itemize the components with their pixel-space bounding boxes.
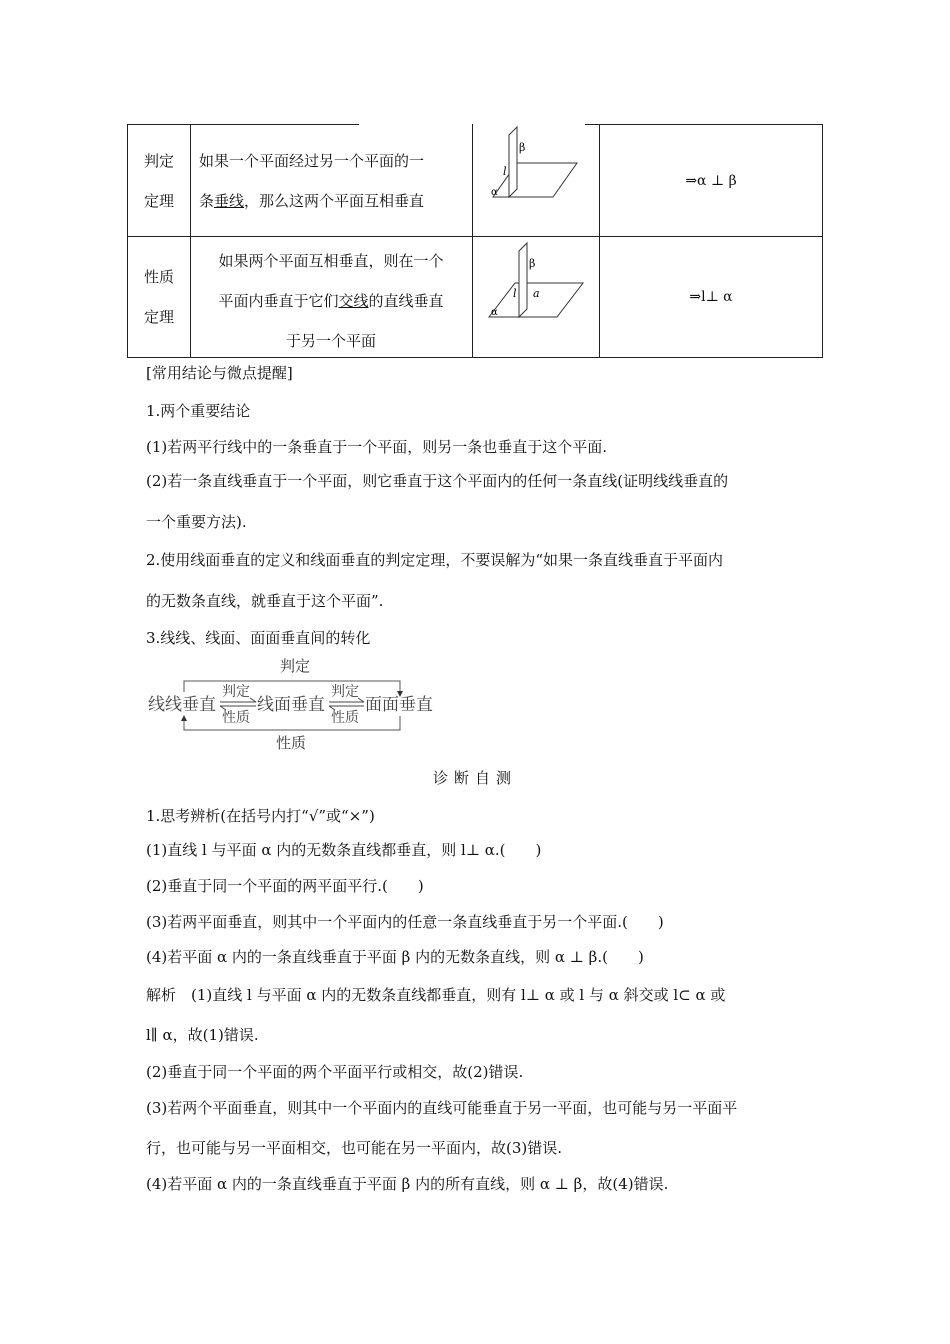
answer-line: 行，也可能与另一平面相交，也可能在另一平面内，故(3)错误. bbox=[146, 1139, 563, 1157]
beta-label: β bbox=[529, 257, 536, 270]
question-item: (4)若平面 α 内的一条直线垂直于平面 β 内的无数条直线，则 α ⊥ β.( ) bbox=[146, 948, 644, 966]
paragraph: 2.使用线面垂直的定义和线面垂直的判定定理，不要误解为“如果一条直线垂直于平面内 bbox=[146, 551, 723, 569]
arrow2-bottom-label: 性质 bbox=[331, 710, 359, 726]
question-item: (2)垂直于同一个平面的两平面平行.( ) bbox=[146, 877, 424, 895]
result-property: ⇒l⊥ α bbox=[689, 289, 733, 305]
paragraph: 3.线线、线面、面面垂直间的转化 bbox=[146, 629, 371, 647]
question-item: (1)直线 l 与平面 α 内的无数条直线都垂直，则 l⊥ α.( ) bbox=[146, 841, 542, 859]
l-label: l bbox=[503, 165, 507, 178]
node-plane-plane: 面面垂直 bbox=[365, 695, 433, 715]
alpha-label: α bbox=[491, 187, 498, 198]
content-line bbox=[199, 181, 469, 221]
arrow1-top-label: 判定 bbox=[222, 684, 250, 700]
paragraph: 一个重要方法). bbox=[146, 513, 247, 531]
arrow2-top-label: 判定 bbox=[331, 684, 359, 700]
bottom-label: 性质 bbox=[276, 734, 307, 752]
content-text: 条 bbox=[199, 192, 215, 210]
l-label: l bbox=[513, 287, 517, 300]
answer-line: (4)若平面 α 内的一条直线垂直于平面 β 内的所有直线，则 α ⊥ β，故(4)错误. bbox=[146, 1175, 669, 1193]
answer-line: (3)若两个平面垂直，则其中一个平面内的直线可能垂直于另一平面，也可能与另一平面平 bbox=[146, 1099, 738, 1117]
content-line: 于另一个平面 bbox=[285, 332, 376, 350]
row-label-line: 定理 bbox=[143, 308, 174, 326]
content-text: 平面内垂直于它们 bbox=[218, 292, 339, 310]
node-line-line: 线线垂直 bbox=[148, 695, 216, 715]
arrow1-bottom-label: 性质 bbox=[222, 710, 250, 726]
row-label-line: 判定 bbox=[143, 151, 174, 170]
top-label: 判定 bbox=[280, 657, 311, 675]
content-text: 的直线垂直 bbox=[368, 292, 444, 310]
section-title: 诊断自测 bbox=[432, 769, 517, 787]
figure-perpendicular-planes-property bbox=[473, 237, 599, 357]
row-label-property bbox=[128, 237, 190, 357]
underlined-term: 交线 bbox=[338, 292, 369, 310]
content-line bbox=[193, 281, 469, 321]
row-label-line: 定理 bbox=[143, 191, 174, 210]
alpha-label: α bbox=[491, 307, 498, 318]
perpendicularity-transformation-diagram bbox=[140, 652, 450, 756]
beta-label: β bbox=[519, 141, 526, 154]
paragraph: (1)若两平行线中的一条垂直于一个平面，则另一条也垂直于这个平面. bbox=[146, 438, 608, 456]
paragraph: (2)若一条直线垂直于一个平面，则它垂直于这个平面内的任何一条直线(证明线线垂直的 bbox=[146, 472, 729, 490]
content-line: 如果两个平面互相垂直，则在一个 bbox=[218, 252, 444, 270]
row-content-property bbox=[193, 237, 469, 357]
tips-heading: [常用结论与微点提醒] bbox=[146, 364, 293, 382]
question-heading: 1.思考辨析(在括号内打“√”或“×”) bbox=[146, 807, 375, 825]
row-label-judgement bbox=[128, 125, 190, 236]
a-label: a bbox=[533, 287, 540, 300]
underlined-term: 垂线 bbox=[214, 192, 245, 210]
content-text: ，那么这两个平面互相垂直 bbox=[244, 192, 425, 210]
row-content-judgement bbox=[199, 125, 469, 236]
content-line: 如果一个平面经过另一个平面的一 bbox=[199, 152, 425, 170]
figure-perpendicular-planes-judgement bbox=[473, 125, 599, 236]
answer-line: l∥ α，故(1)错误. bbox=[146, 1026, 259, 1044]
theorem-table bbox=[127, 124, 823, 358]
result-judgement: ⇒α ⊥ β bbox=[685, 172, 737, 189]
paragraph: 的无数条直线，就垂直于这个平面”. bbox=[146, 592, 384, 610]
question-item: (3)若两平面垂直，则其中一个平面内的任意一条直线垂直于另一个平面.( ) bbox=[146, 913, 664, 931]
paragraph: 1.两个重要结论 bbox=[146, 402, 251, 420]
row-label-line: 性质 bbox=[143, 268, 174, 286]
node-line-plane: 线面垂直 bbox=[257, 695, 325, 715]
answer-line: 解析 (1)直线 l 与平面 α 内的无数条直线都垂直，则有 l⊥ α 或 l 与 α 斜交或 l⊂ α 或 bbox=[146, 986, 726, 1004]
answer-line: (2)垂直于同一个平面的两个平面平行或相交，故(2)错误. bbox=[146, 1063, 524, 1081]
